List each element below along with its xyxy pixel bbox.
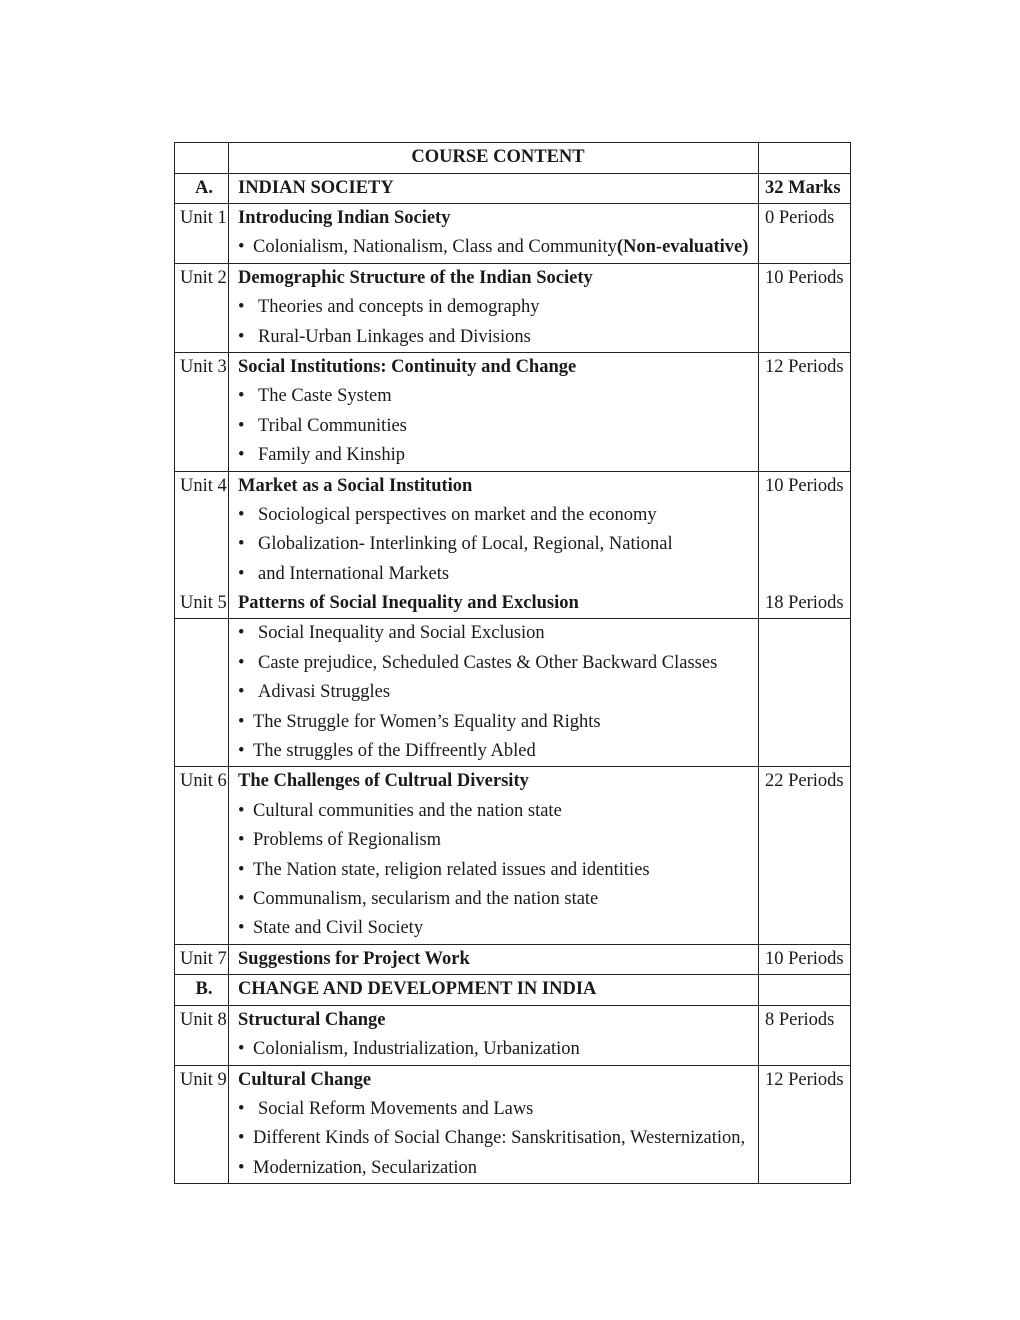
list-item <box>238 382 758 411</box>
unit-content <box>229 767 759 944</box>
unit-content <box>229 471 759 619</box>
list-item <box>238 1154 758 1183</box>
list-item-text: Caste prejudice, Scheduled Castes & Other Backward Classes <box>258 652 718 673</box>
list-item <box>238 1124 758 1153</box>
list-item-text: and International Markets <box>258 563 450 584</box>
list-item-text: Communalism, secularism and the nation state <box>253 888 599 909</box>
unit-title: Structural Change <box>238 1009 386 1030</box>
list-item <box>238 856 758 885</box>
unit-label: Unit 2 <box>175 263 229 352</box>
unit-periods: 0 Periods <box>759 204 851 264</box>
unit-label-empty <box>175 619 229 767</box>
list-item <box>238 560 758 589</box>
section-b-label: B. <box>175 975 229 1006</box>
list-item <box>238 233 758 262</box>
bullet-icon: • <box>238 652 245 673</box>
bullet-icon: • <box>238 534 245 555</box>
unit-periods: 12 Periods <box>759 352 851 471</box>
empty-line <box>180 560 228 589</box>
unit-row <box>175 1005 851 1065</box>
empty-line <box>765 501 850 530</box>
table-header-row <box>175 143 851 174</box>
list-item-text: Modernization, Secularization <box>253 1157 477 1178</box>
list-item-text: The Caste System <box>258 386 392 407</box>
bullet-icon: • <box>238 741 245 762</box>
unit-periods: 12 Periods <box>759 1065 851 1184</box>
unit-label: Unit 7 <box>175 944 229 975</box>
list-item <box>238 530 758 559</box>
list-item <box>238 826 758 855</box>
list-item-text: Tribal Communities <box>258 415 407 436</box>
empty-line <box>765 560 850 589</box>
bullet-icon: • <box>238 237 245 258</box>
unit-label-pair <box>175 471 229 619</box>
bullet-icon: • <box>238 415 245 436</box>
bullet-icon: • <box>238 623 245 644</box>
bullet-icon: • <box>238 445 245 466</box>
header-empty-cell <box>175 143 229 174</box>
unit-label: Unit 1 <box>175 204 229 264</box>
list-item <box>238 293 758 322</box>
empty-line <box>765 530 850 559</box>
list-item-text: State and Civil Society <box>253 918 424 939</box>
list-item-text: Theories and concepts in demography <box>258 297 540 318</box>
bullet-icon: • <box>238 386 245 407</box>
list-item <box>238 1035 758 1064</box>
section-a-row <box>175 173 851 204</box>
bullet-icon: • <box>238 918 245 939</box>
section-b-empty <box>759 975 851 1006</box>
unit-title: The Challenges of Cultrual Diversity <box>238 771 529 792</box>
header-empty-cell <box>759 143 851 174</box>
list-item-text: Different Kinds of Social Change: Sanskritisation, Westernization, <box>253 1128 746 1149</box>
non-evaluative-note: (Non-evaluative) <box>616 237 749 258</box>
list-item-text: Adivasi Struggles <box>258 682 391 703</box>
unit-periods: 10 Periods <box>765 475 844 496</box>
unit-periods-empty <box>759 619 851 767</box>
list-item <box>238 678 758 707</box>
bullet-icon: • <box>238 297 245 318</box>
bullet-icon: • <box>238 888 245 909</box>
list-item <box>238 412 758 441</box>
unit-row <box>175 944 851 975</box>
list-item-text: The struggles of the Diffreently Abled <box>253 741 536 762</box>
bullet-icon: • <box>238 1157 245 1178</box>
unit-content <box>229 1065 759 1184</box>
empty-line <box>180 530 228 559</box>
bullet-icon: • <box>238 859 245 880</box>
unit-title: Suggestions for Project Work <box>229 944 759 975</box>
list-item <box>238 323 758 352</box>
unit-label: Unit 8 <box>175 1005 229 1065</box>
list-item-text: Colonialism, Industrialization, Urbanization <box>253 1039 580 1060</box>
unit-periods: 8 Periods <box>759 1005 851 1065</box>
unit-title: Introducing Indian Society <box>238 208 451 228</box>
list-item <box>238 649 758 678</box>
unit-periods-pair <box>759 471 851 619</box>
unit-label: Unit 6 <box>175 767 229 944</box>
list-item-text: Sociological perspectives on market and the economy <box>258 504 657 525</box>
bullet-icon: • <box>238 1128 245 1149</box>
unit-title: Cultural Change <box>238 1069 372 1090</box>
unit-periods: 18 Periods <box>765 593 844 614</box>
unit-title: Patterns of Social Inequality and Exclusion <box>238 593 579 614</box>
unit-row <box>175 352 851 471</box>
bullet-icon: • <box>238 682 245 703</box>
unit-label: Unit 5 <box>180 593 227 614</box>
bullet-icon: • <box>238 504 245 525</box>
unit-row <box>175 1065 851 1184</box>
list-item-text: Social Inequality and Social Exclusion <box>258 623 545 644</box>
unit-title: Market as a Social Institution <box>238 475 473 496</box>
list-item <box>238 441 758 470</box>
list-item <box>238 797 758 826</box>
section-a-marks: 32 Marks <box>759 173 851 204</box>
unit-row <box>175 204 851 264</box>
unit-content <box>229 1005 759 1065</box>
unit-content <box>229 352 759 471</box>
list-item-text: Social Reform Movements and Laws <box>258 1098 534 1119</box>
section-b-title: CHANGE AND DEVELOPMENT IN INDIA <box>229 975 759 1006</box>
list-item-text: Problems of Regionalism <box>253 830 442 851</box>
unit-periods: 22 Periods <box>759 767 851 944</box>
table-title: COURSE CONTENT <box>229 143 759 174</box>
list-item-text: Globalization- Interlinking of Local, Regional, National <box>258 534 673 555</box>
unit-content <box>229 204 759 264</box>
unit-row <box>175 619 851 767</box>
bullet-icon: • <box>238 711 245 732</box>
list-item-text: The Nation state, religion related issues and identities <box>253 859 650 880</box>
bullet-icon: • <box>238 800 245 821</box>
bullet-icon: • <box>238 1098 245 1119</box>
bullet-icon: • <box>238 830 245 851</box>
section-a-label: A. <box>175 173 229 204</box>
list-item <box>238 885 758 914</box>
unit-row <box>175 471 851 619</box>
course-content-table <box>174 142 851 1184</box>
list-item-text: Colonialism, Nationalism, Class and Community <box>253 237 617 258</box>
unit-label: Unit 4 <box>180 475 227 496</box>
empty-line <box>180 501 228 530</box>
list-item <box>238 737 758 766</box>
list-item-text: Rural-Urban Linkages and Divisions <box>258 326 531 347</box>
bullet-icon: • <box>238 1039 245 1060</box>
section-a-title: INDIAN SOCIETY <box>229 173 759 204</box>
list-item <box>238 708 758 737</box>
unit-title: Social Institutions: Continuity and Change <box>238 356 577 377</box>
unit-row <box>175 263 851 352</box>
list-item <box>238 1095 758 1124</box>
list-item <box>238 619 758 648</box>
unit-periods: 10 Periods <box>759 944 851 975</box>
bullet-icon: • <box>238 326 245 347</box>
list-item-text: The Struggle for Women’s Equality and Rights <box>253 711 601 732</box>
bullet-icon: • <box>238 563 245 584</box>
unit-periods: 10 Periods <box>759 263 851 352</box>
unit-title: Demographic Structure of the Indian Society <box>238 267 593 288</box>
list-item-text: Family and Kinship <box>258 445 405 466</box>
unit-content <box>229 263 759 352</box>
unit-label: Unit 3 <box>175 352 229 471</box>
unit-content <box>229 619 759 767</box>
section-b-row <box>175 975 851 1006</box>
unit-row <box>175 767 851 944</box>
list-item <box>238 914 758 943</box>
unit-label: Unit 9 <box>175 1065 229 1184</box>
list-item <box>238 501 758 530</box>
list-item-text: Cultural communities and the nation state <box>253 800 562 821</box>
